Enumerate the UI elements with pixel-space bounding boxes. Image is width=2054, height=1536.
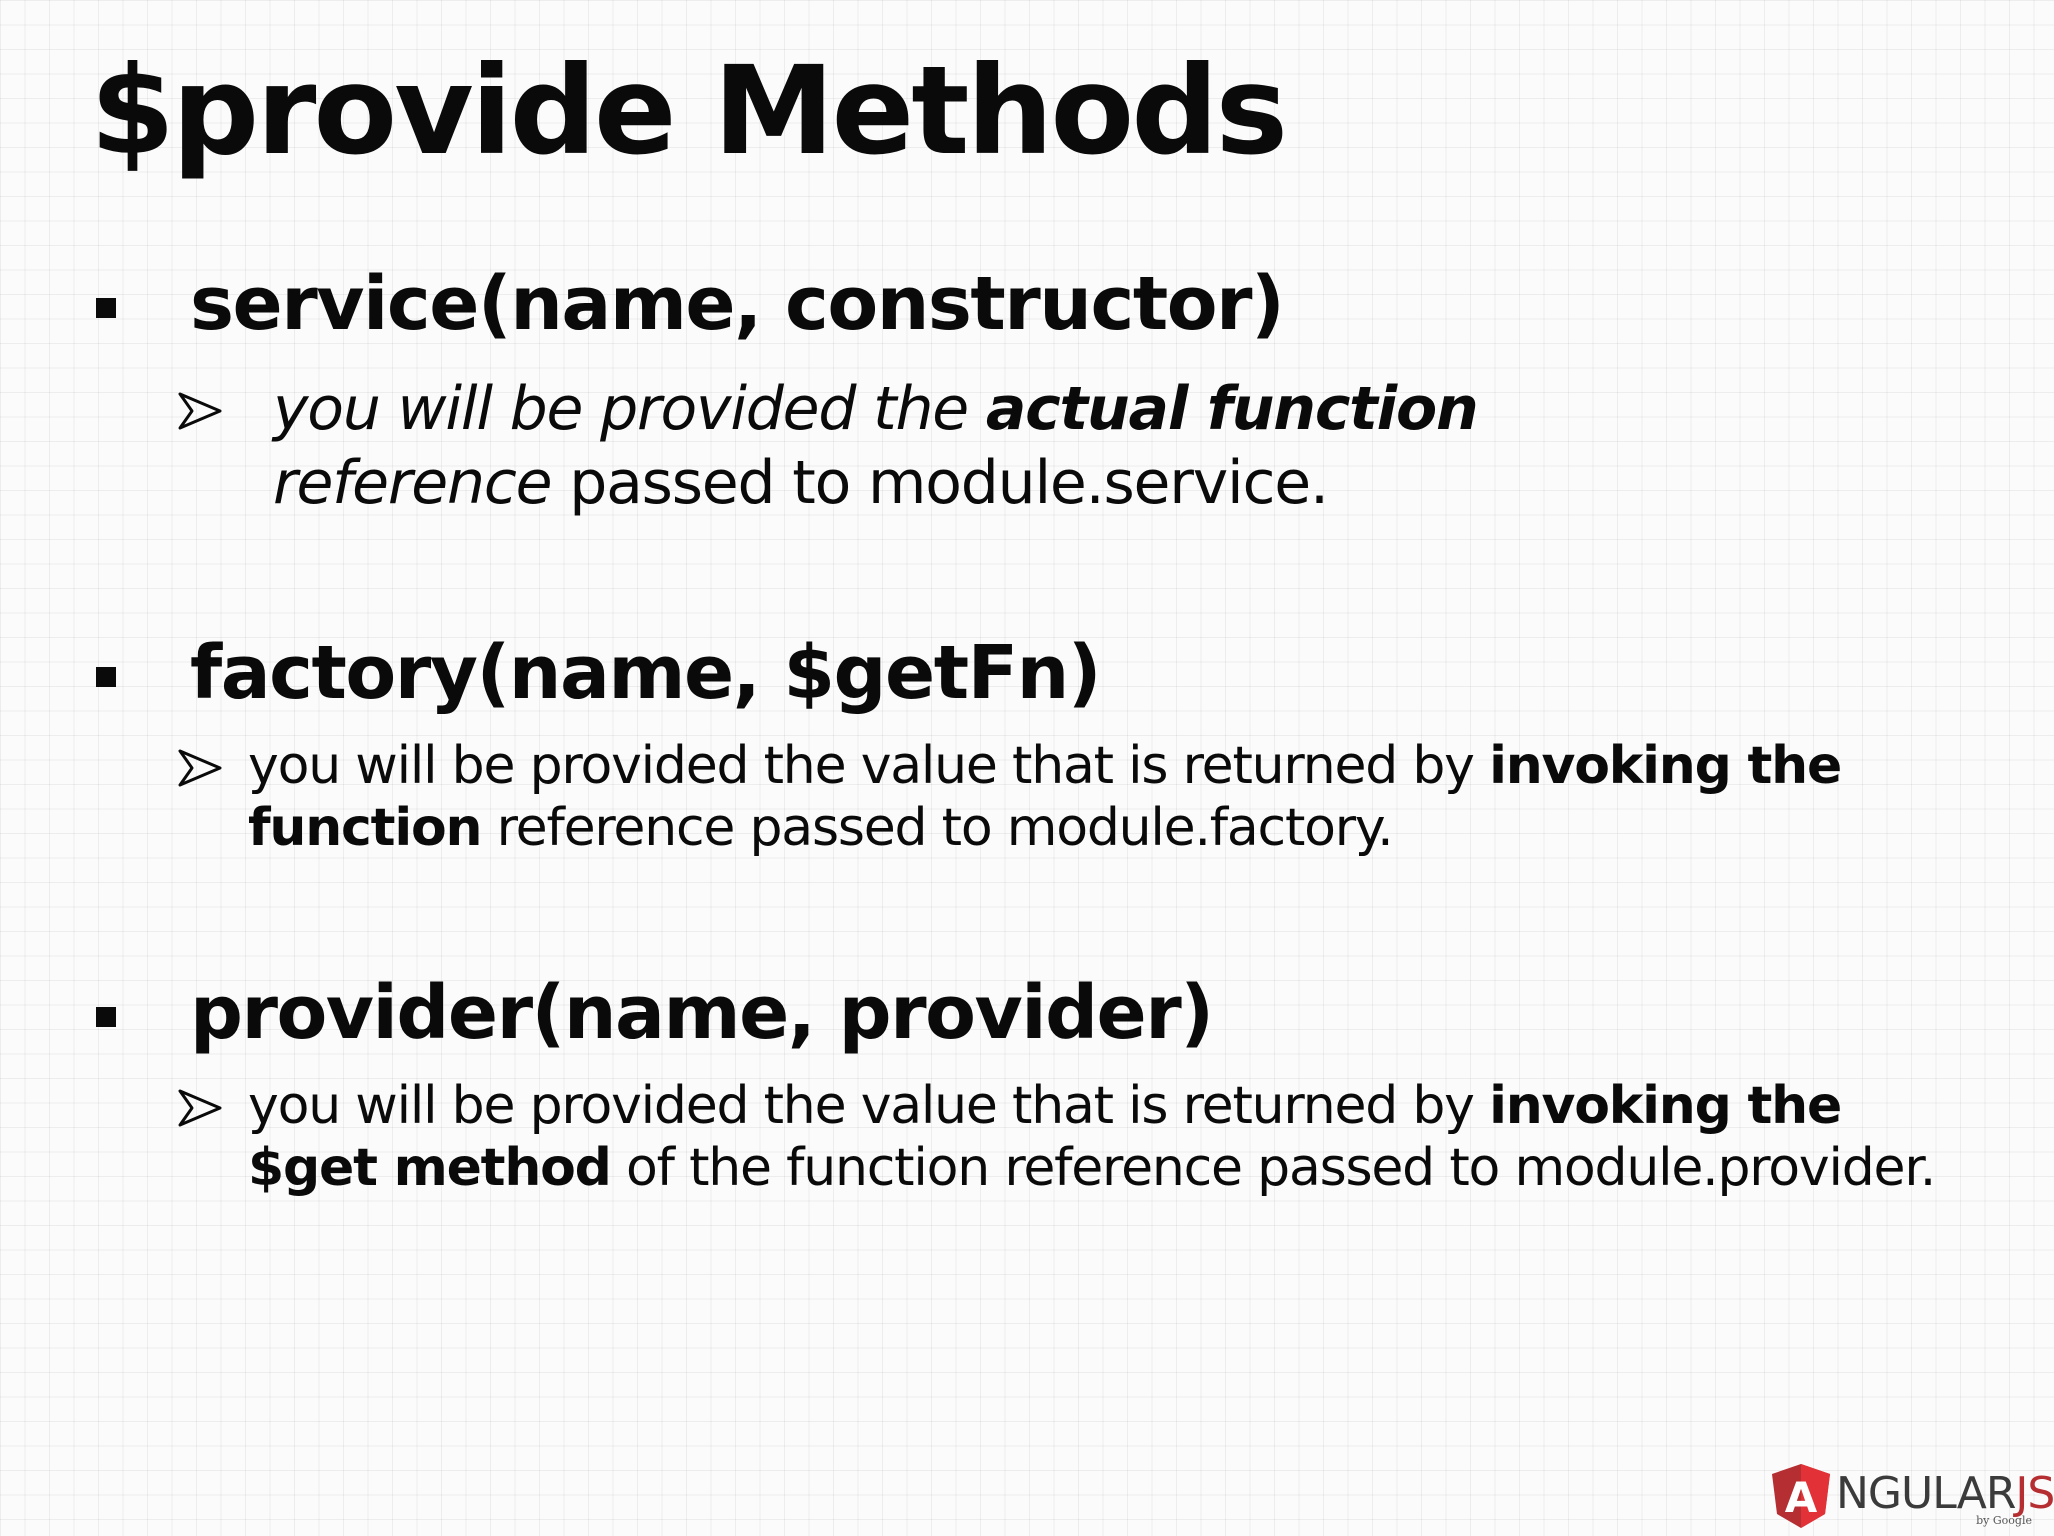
bullet-description-factory	[248, 735, 2008, 859]
bullet-description-provider	[248, 1075, 2028, 1199]
logo-wordmark-main: NGULAR	[1836, 1468, 2016, 1519]
square-bullet-icon	[96, 298, 116, 318]
arrow-bullet-icon	[178, 391, 222, 431]
description-emphasis: invoking the	[1489, 1076, 1842, 1136]
description-emphasis: actual function	[985, 374, 1478, 444]
description-emphasis: $get method	[248, 1138, 611, 1198]
description-text: you will be provided the	[273, 374, 986, 444]
angularjs-logo	[1770, 1462, 2054, 1532]
bullet-heading-service: service(name, constructor)	[190, 261, 1284, 347]
logo-wordmark	[1836, 1468, 2054, 1519]
bullet-heading-factory: factory(name, $getFn)	[190, 630, 1101, 716]
description-text: reference passed to module.factory.	[481, 798, 1393, 858]
description-emphasis: function	[248, 798, 482, 858]
square-bullet-icon	[96, 667, 116, 687]
description-emphasis: invoking the	[1489, 736, 1842, 796]
bullet-heading-provider: provider(name, provider)	[190, 970, 1213, 1056]
description-emphasis: reference	[273, 448, 552, 518]
arrow-bullet-icon	[178, 748, 222, 788]
slide-title: $provide Methods	[90, 40, 1286, 182]
description-text: you will be provided the value that is returned by	[248, 736, 1490, 796]
logo-wordmark-js: JS	[2015, 1468, 2054, 1519]
description-text: passed to module.service.	[551, 448, 1328, 518]
description-text: you will be provided the value that is returned by	[248, 1076, 1490, 1136]
logo-byline: by Google	[1976, 1514, 2032, 1527]
description-text: of the function reference passed to module.provider.	[610, 1138, 1936, 1198]
arrow-bullet-icon	[178, 1088, 222, 1128]
svg-text:A: A	[1784, 1473, 1818, 1522]
square-bullet-icon	[96, 1007, 116, 1027]
angular-shield-icon	[1770, 1462, 1832, 1530]
bullet-description-service	[273, 372, 1973, 520]
